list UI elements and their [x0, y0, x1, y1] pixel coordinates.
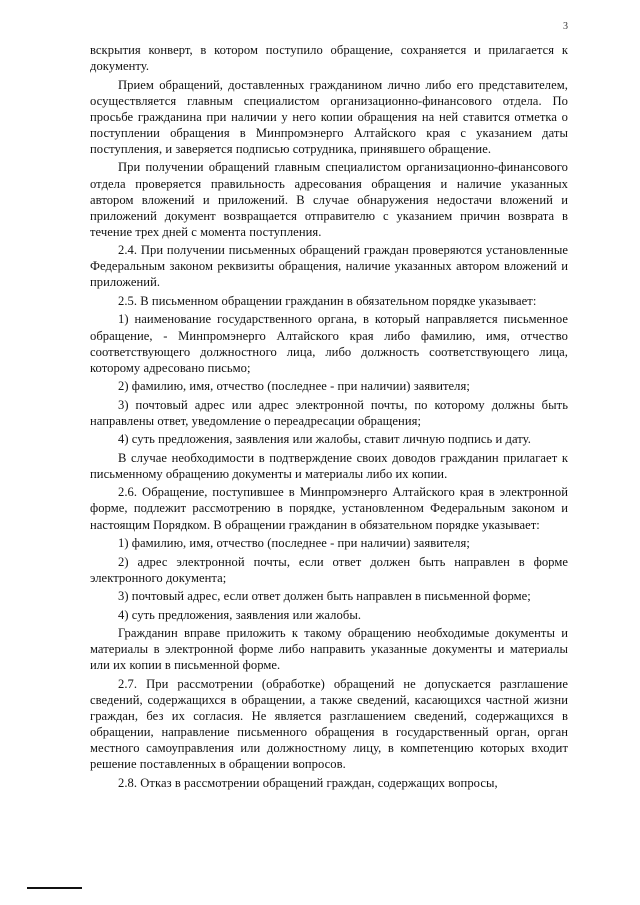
list-item: 3) почтовый адрес или адрес электронной почты, по которому должны быть направлены ответ, уведомление о переадресации обращения;	[90, 397, 568, 428]
list-item: 4) суть предложения, заявления или жалобы, ставит личную подпись и дату.	[118, 432, 531, 447]
footer-rule	[27, 887, 82, 889]
list-item: 1) фамилию, имя, отчество (последнее - при наличии) заявителя;	[118, 536, 470, 551]
list-item: 2) фамилию, имя, отчество (последнее - при наличии) заявителя;	[118, 379, 470, 394]
paragraph: 2.8. Отказ в рассмотрении обращений граждан, содержащих вопросы,	[118, 775, 498, 790]
body-text	[90, 42, 568, 793]
list-item: 3) почтовый адрес, если ответ должен быть направлен в письменной форме;	[118, 589, 531, 604]
paragraph: Гражданин вправе приложить к такому обращению необходимые документы и материалы в электронной форме либо направить указанные документы и материалы или их копии в письменной форме.	[90, 626, 568, 673]
paragraph: В случае необходимости в подтверждение своих доводов гражданин прилагает к письменному обращению документы и материалы либо их копии.	[90, 450, 568, 481]
paragraph: Прием обращений, доставленных гражданином лично либо его представителем, осуществляется главным специалистом организационно-финансового отдела. По просьбе гражданина при наличии у него копии обращения на ней ставится отметка о поступлении обращения в Минпромэнерго Алтайского края с указанием даты поступления, и заверяется подписью сотрудника, принявшего обращение.	[90, 77, 568, 156]
list-item: 1) наименование государственного органа, в который направляется письменное обращение, - Минпромэнерго Алтайского края либо фамилию, имя, отчество соответствующего должностного лица, либо должность соответствующего лица, которому адресовано письмо;	[90, 312, 568, 375]
paragraph: вскрытия конверт, в котором поступило обращение, сохраняется и прилагается к документу.	[90, 43, 568, 74]
paragraph: 2.7. При рассмотрении (обработке) обращений не допускается разглашение сведений, содержащихся в обращении, а также сведений, касающихся частной жизни граждан, без их согласия. Не является разглашением сведений, содержащихся в обращении, направление письменного обращения в государственный орган, орган местного самоуправления или должностному лицу, в компетенцию которых входит решение поставленных в обращении вопросов.	[90, 676, 568, 772]
list-item: 2) адрес электронной почты, если ответ должен быть направлен в форме электронного документа;	[90, 554, 568, 585]
paragraph: 2.6. Обращение, поступившее в Минпромэнерго Алтайского края в электронной форме, подлежит рассмотрению в порядке, установленном Федеральным законом и настоящим Порядком. В обращении гражданин в обязательном порядке указывает:	[90, 485, 568, 532]
paragraph: 2.4. При получении письменных обращений граждан проверяются установленные Федеральным законом реквизиты обращения, наличие указанных автором вложений и приложений.	[90, 243, 568, 290]
paragraph: При получении обращений главным специалистом организационно-финансового отдела проверяется правильность адресования обращения и наличие указанных автором вложений и приложений. В случае обнаружения недостачи вложений и приложений документ возвращается отправителю с указанием причин возврата в течение трех дней с момента поступления.	[90, 160, 568, 239]
list-item: 4) суть предложения, заявления или жалобы.	[118, 607, 362, 622]
paragraph: 2.5. В письменном обращении гражданин в обязательном порядке указывает:	[118, 293, 537, 308]
page-number: 3	[563, 21, 568, 32]
